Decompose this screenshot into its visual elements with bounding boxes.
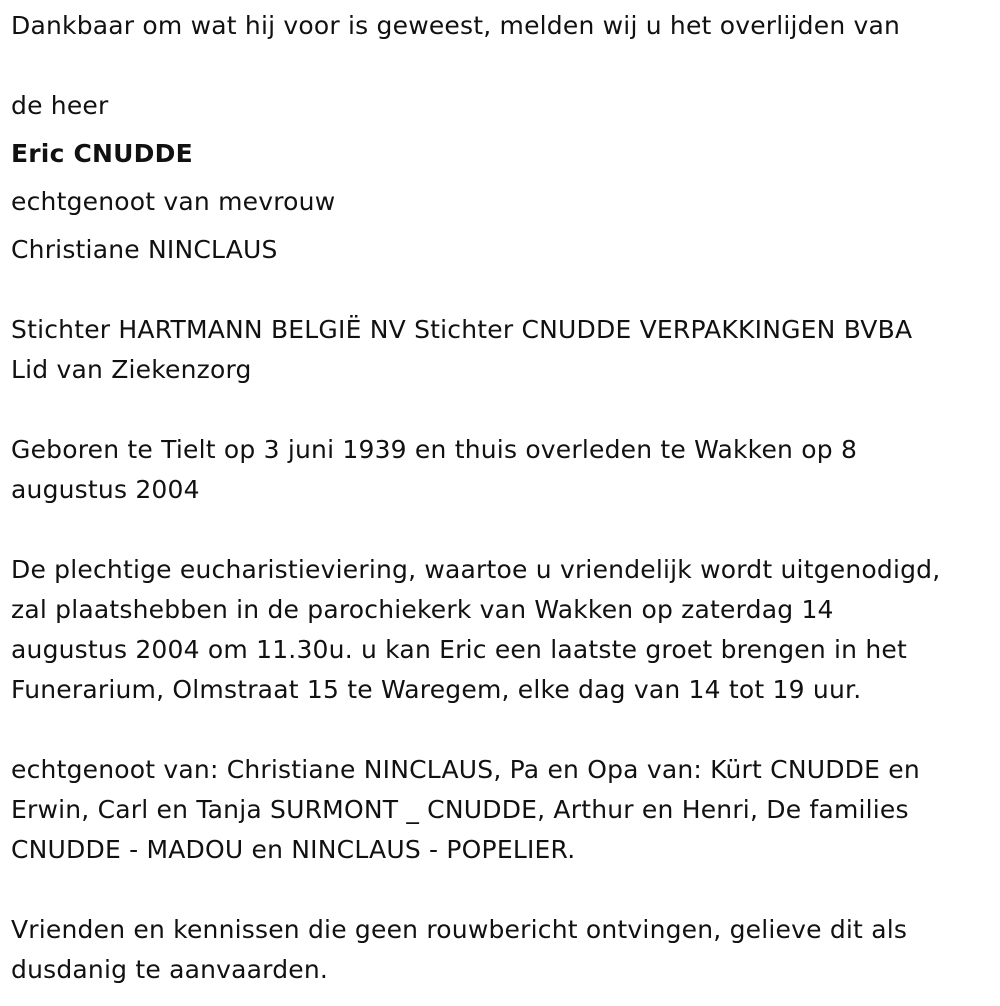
family-line: CNUDDE - MADOU en NINCLAUS - POPELIER. — [11, 835, 576, 864]
birth-death-line: augustus 2004 — [11, 475, 200, 504]
family-line: Erwin, Carl en Tanja SURMONT _ CNUDDE, Arthur en Henri, De families — [11, 795, 909, 824]
roles-line: Lid van Ziekenzorg — [11, 355, 252, 384]
closing-line: dusdanig te aanvaarden. — [11, 955, 329, 984]
ceremony-line: Funerarium, Olmstraat 15 te Waregem, elke dag van 14 tot 19 uur. — [11, 675, 862, 704]
spouse-label: echtgenoot van mevrouw — [11, 187, 336, 216]
intro-text: Dankbaar om wat hij voor is geweest, melden wij u het overlijden van — [11, 11, 901, 40]
spouse-name: Christiane NINCLAUS — [11, 235, 278, 264]
deceased-name: Eric CNUDDE — [11, 139, 193, 168]
ceremony-line: De plechtige eucharistieviering, waartoe u vriendelijk wordt uitgenodigd, — [11, 555, 941, 584]
birth-death-line: Geboren te Tielt op 3 juni 1939 en thuis overleden te Wakken op 8 — [11, 435, 858, 464]
ceremony-line: zal plaatshebben in de parochiekerk van Wakken op zaterdag 14 — [11, 595, 834, 624]
ceremony-line: augustus 2004 om 11.30u. u kan Eric een laatste groet brengen in het — [11, 635, 907, 664]
closing-line: Vrienden en kennissen die geen rouwbericht ontvingen, gelieve dit als — [11, 915, 908, 944]
salutation: de heer — [11, 91, 109, 120]
family-line: echtgenoot van: Christiane NINCLAUS, Pa en Opa van: Kürt CNUDDE en — [11, 755, 920, 784]
roles-line: Stichter HARTMANN BELGIË NV Stichter CNUDDE VERPAKKINGEN BVBA — [11, 315, 913, 344]
